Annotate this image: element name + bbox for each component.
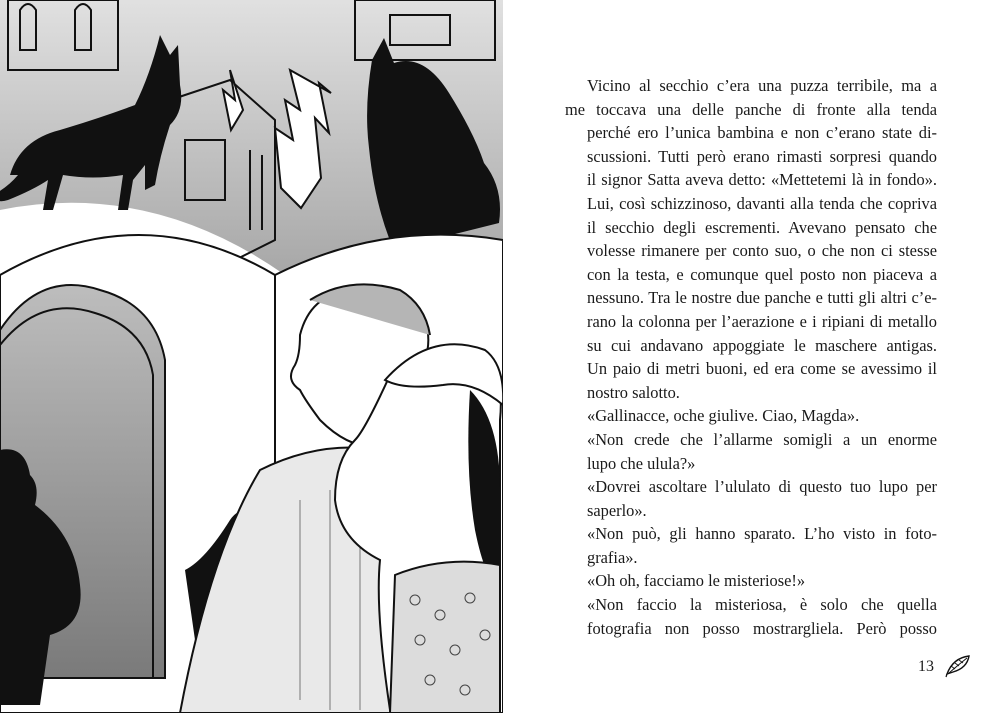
text-line: me toccava una delle panche di fronte alla tenda (565, 99, 937, 119)
text-line: rano la colonna per l’aerazione e i ripiani di metallo (587, 311, 937, 331)
text-line: «Non faccio la misteriosa, è solo che quella (587, 595, 937, 615)
feather-quill-icon (945, 654, 973, 678)
text-line: grafia». (587, 547, 638, 567)
text-line: saperlo». (587, 500, 647, 520)
text-line: «Non crede che l’allarme somigli a un enorme (587, 429, 937, 449)
text-line: «Dovrei ascoltare l’ululato di questo tuo lupo per (587, 477, 937, 497)
text-line: il secchio degli escrementi. Avevano pensato che (587, 217, 937, 237)
paragraph (565, 74, 937, 404)
text-line: Un paio di metri buoni, ed era come se avessimo il (587, 359, 937, 379)
text-line: Lui, così schizzinoso, davanti alla tenda che copriva (587, 193, 937, 213)
text-line: con la testa, e comunque quel posto non piaceva a (587, 264, 937, 284)
paragraph (565, 593, 937, 640)
text-line: nostro salotto. (587, 382, 680, 402)
text-line: «Gallinacce, oche giulive. Ciao, Magda». (587, 406, 860, 426)
paragraph (565, 569, 937, 593)
text-line: nessuno. Tra le nostre due panche e tutti gli altri c’e- (587, 288, 937, 308)
text-line: Vicino al secchio c’era una puzza terribile, ma a (587, 76, 937, 95)
paragraph (565, 522, 937, 569)
page-number: 13 (918, 658, 934, 675)
text-line: «Non può, gli hanno sparato. L’ho visto in foto- (587, 524, 937, 544)
book-page-text (565, 74, 937, 640)
text-line: lupo che ulula?» (587, 453, 696, 473)
paragraph (565, 404, 937, 428)
paragraph (565, 475, 937, 522)
text-line: scussioni. Tutti però erano rimasti sorpresi quando (587, 146, 937, 166)
paragraph (565, 428, 937, 475)
text-line: su cui andavano appoggiate le maschere antigas. (587, 335, 937, 355)
text-line: «Oh oh, facciamo le misteriose!» (587, 571, 806, 591)
text-line: il signor Satta aveva detto: «Mettetemi là in fondo». (587, 170, 937, 190)
text-line: fotografia non posso mostrargliela. Però posso (587, 618, 937, 638)
text-line: volesse rimanere per conto suo, o che non ci stesse (587, 241, 937, 261)
text-line: perché ero l’unica bambina e non c’erano state di- (587, 123, 937, 143)
